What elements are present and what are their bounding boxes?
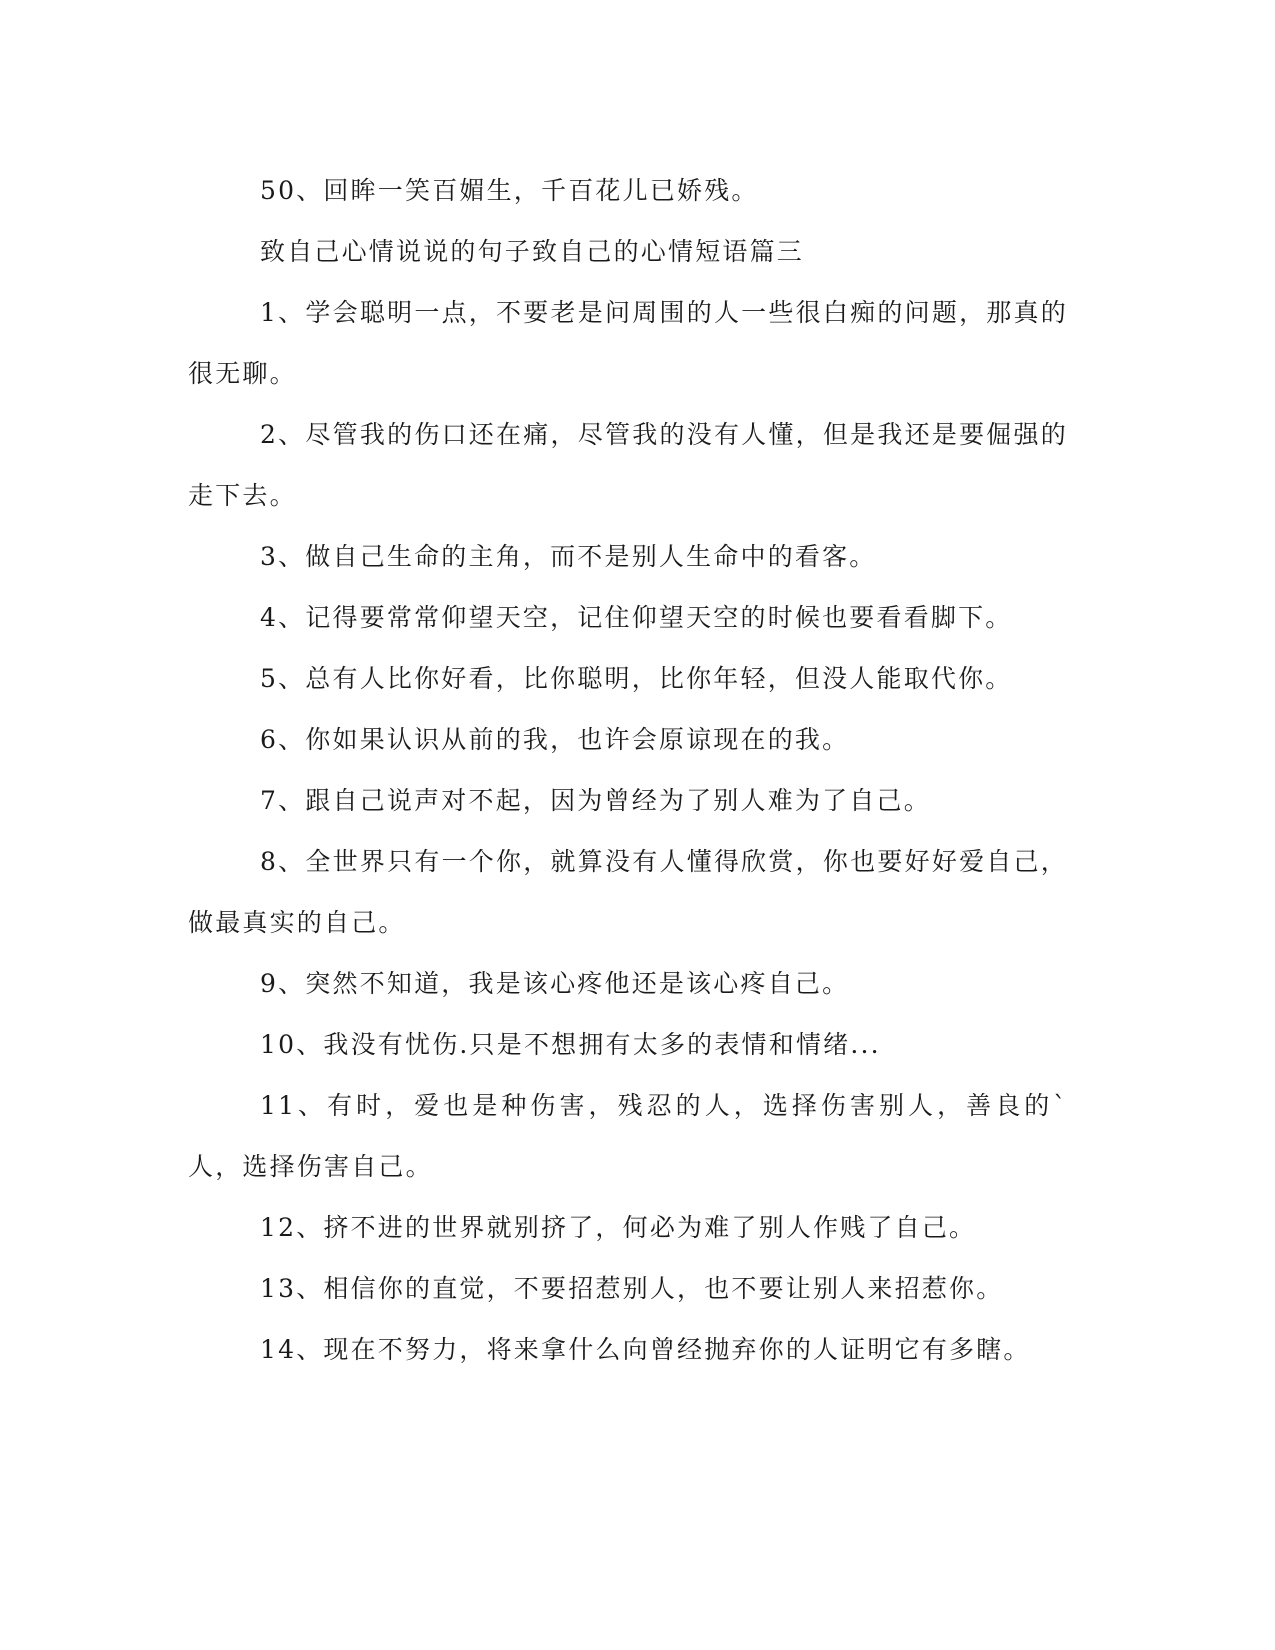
- paragraph-12: 12、挤不进的世界就别挤了，何必为难了别人作贱了自己。: [260, 1213, 977, 1242]
- paragraph-11: 11、有时，爱也是种伤害，残忍的人，选择伤害别人，善良的`人，选择伤害自己。: [188, 1091, 1068, 1181]
- paragraph-50: 50、回眸一笑百媚生，千百花儿已娇残。: [260, 176, 759, 205]
- paragraph-3: 3、做自己生命的主角，而不是别人生命中的看客。: [260, 542, 877, 571]
- paragraph-8: 8、全世界只有一个你，就算没有人懂得欣赏，你也要好好爱自己，做最真实的自己。: [188, 847, 1068, 937]
- paragraph-6: 6、你如果认识从前的我，也许会原谅现在的我。: [260, 725, 850, 754]
- paragraph-1: 1、学会聪明一点，不要老是问周围的人一些很白痴的问题，那真的很无聊。: [188, 298, 1068, 388]
- paragraph-4: 4、记得要常常仰望天空，记住仰望天空的时候也要看看脚下。: [260, 603, 1013, 632]
- document-body: [188, 160, 1068, 1380]
- paragraph-2: 2、尽管我的伤口还在痛，尽管我的没有人懂，但是我还是要倔强的走下去。: [188, 420, 1068, 510]
- paragraph-13: 13、相信你的直觉，不要招惹别人，也不要让别人来招惹你。: [260, 1274, 1004, 1303]
- section-heading: 致自己心情说说的句子致自己的心情短语篇三: [260, 237, 805, 266]
- paragraph-14: 14、现在不努力，将来拿什么向曾经抛弃你的人证明它有多瞎。: [260, 1335, 1031, 1364]
- paragraph-7: 7、跟自己说声对不起，因为曾经为了别人难为了自己。: [260, 786, 931, 815]
- paragraph-10: 10、我没有忧伤.只是不想拥有太多的表情和情绪...: [260, 1030, 881, 1059]
- paragraph-9: 9、突然不知道，我是该心疼他还是该心疼自己。: [260, 969, 850, 998]
- paragraph-5: 5、总有人比你好看，比你聪明，比你年轻，但没人能取代你。: [260, 664, 1013, 693]
